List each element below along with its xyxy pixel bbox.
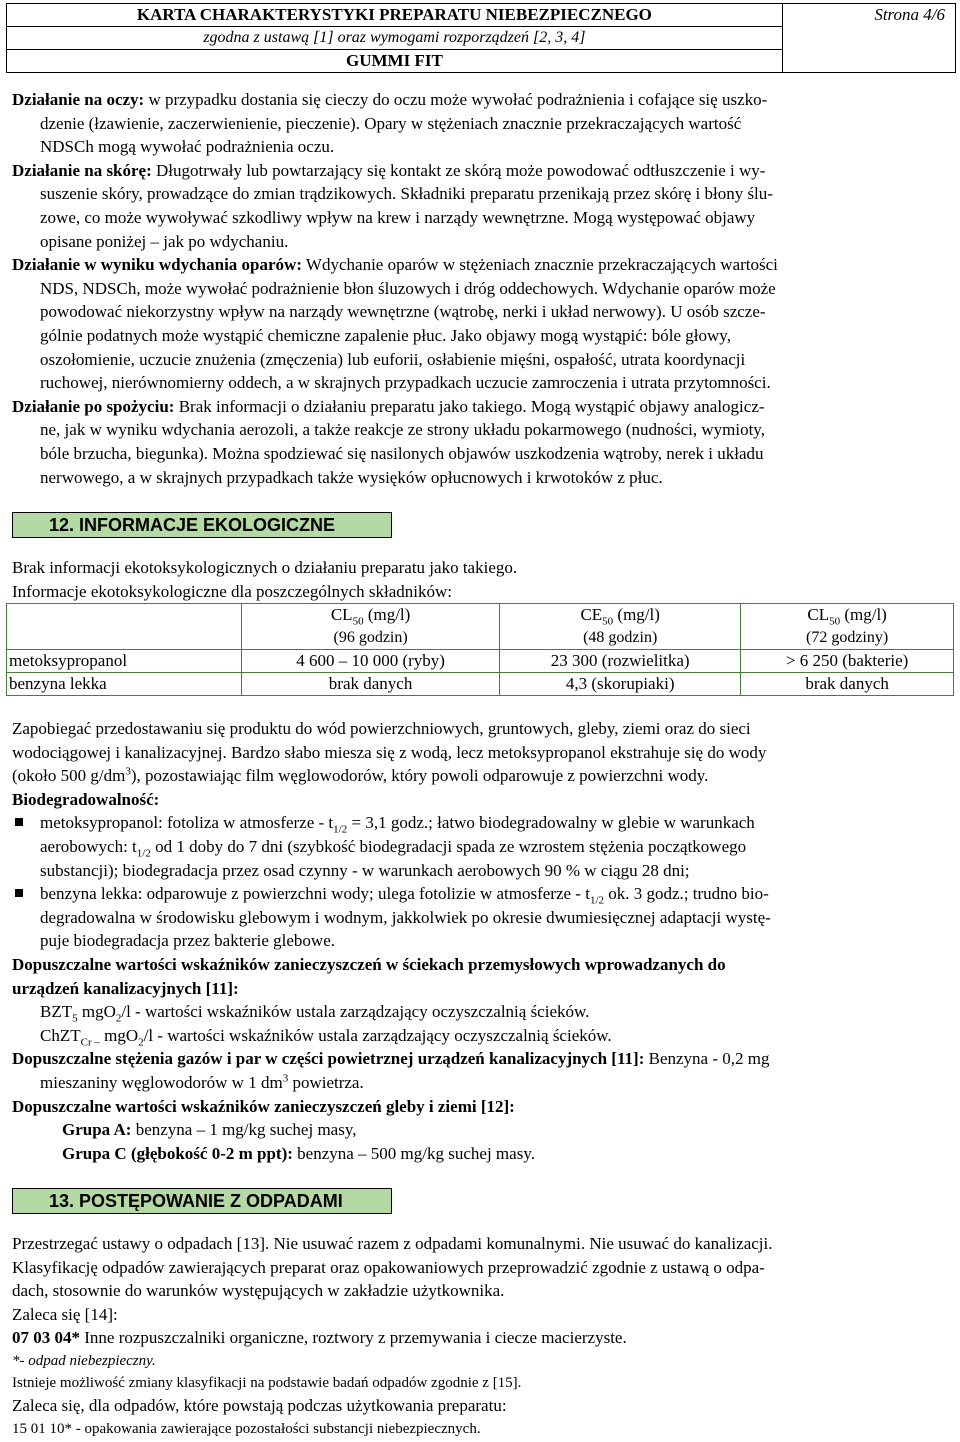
waste-code-line: 07 03 04* Inne rozpuszczalniki organiczne, roztwory z przemywania i ciecze macierzyste. <box>12 1328 627 1348</box>
eco-intro: Brak informacji ekotoksykologicznych o działaniu preparatu jako takiego. Informacje ekotoksykologiczne dla poszczególnych składników: <box>12 558 518 601</box>
bzt-line: $BZT_5$ mgO$_2$/l - wartości wskaźników ustala zarządzający oczyszczalnią ścieków. <box>40 1002 590 1025</box>
ecotox-table <box>6 603 954 696</box>
col-header-1: $CL_{50}$ (mg/l) (96 godzin) <box>242 604 500 650</box>
section-13-heading: 13. POSTĘPOWANIE Z ODPADAMI <box>12 1188 392 1214</box>
table-row: metoksypropanol 4 600 – 10 000 (ryby) 23 300 (rozwielitka) > 6 250 (bakterie) <box>7 650 954 673</box>
chzt-line: ChZT$_{Cr -}$ mgO$_2$/l - wartości wskaźników ustala zarządzający oczyszczalnią ścieków. <box>40 1025 612 1049</box>
eyes-paragraph: Działanie na oczy: w przypadku dostania się cieczy do oczu może wywołać podrażnienia i cofające się uszko- <box>12 90 768 109</box>
soil-heading: Dopuszczalne wartości wskaźników zanieczyszczeń gleby i ziemi [12]: <box>12 1096 515 1116</box>
skin-paragraph: Działanie na skórę: Długotrwały lub powtarzający się kontakt ze skórą może powodować odtłuszczenie i wy- <box>12 160 766 180</box>
product-name: GUMMI FIT <box>7 50 783 73</box>
gas-paragraph: Dopuszczalne stężenia gazów i par w części powietrznej urządzeń kanalizacyjnych [11]: Benzyna - 0,2 mg <box>12 1049 770 1069</box>
list-item: metoksypropanol: fotoliza w atmosferze - $t_{1/2} = 3,1$ godz.; łatwo biodegradowalny w glebie w warunkach aerobowych: $t_{1/2}$ od 1 doby do 7 dni (szybkość biodegradacji spada ze wzrostem stężenia początkowego substancji); biodegradacja przez osad czynny - w warunkach aerobowych 90 % w ciągu 28 dni; <box>12 811 942 882</box>
bullet-square-icon <box>15 889 23 897</box>
table-row: benzyna lekka brak danych 4,3 (skorupiaki) brak danych <box>7 673 954 696</box>
ingestion-paragraph: Działanie po spożyciu: Brak informacji o działaniu preparatu jako takiego. Mogą wystąpić objawy analogicz- <box>12 396 765 416</box>
col-header-3: $CL_{50}$ (mg/l) (72 godziny) <box>741 604 954 650</box>
biodegradability-heading: Biodegradowalność: <box>12 789 160 809</box>
eco-details: Zapobiegać przedostawaniu się produktu do wód powierzchniowych, gruntowych, gleby, ziemi oraz do sieci wodociągowej i kanalizacyjnej. Bardzo słabo miesza się z wodą, lecz metoksypropanol ekstrahuje się do wody (około 500 $g/dm^3$), pozostawiając film węglowodorów, który powoli odparowuje z powierzchni wody. Biodegradowalność: metoksypropanol: fotoliza w atmosferze - $t_{1/2} = 3,1$ godz.; łatwo biodegradowalny w glebie w warunkach aerobowych: $t_{1/2}$ od 1 doby do 7 dni (szybkość biodegradacji spada ze wzrostem stężenia początkowego substancji); biodegradacja przez osad czynny - w warunkach aerobowych 90 % w ciągu 28 dni; benzyna lekka: odparowuje z powierzchni wody; ulega fotolizie w atmosferze - $t_{1/2}$ ok. 3 godz.; trudno bio- degradowalna w środowisku glebowym i wodnym, jakkolwiek po okresie dwumiesięcznej adaptacji wystę- puje biodegradacja przez bakterie glebowe. Dopuszczalne wartości wskaźników zanieczyszczeń w ściekach przemysłowych wprowadzanych do urządzeń kanalizacyjnych [11]: $BZT_5$ mgO$_2$/l - wartości wskaźników ustala zarządzający oczyszczalnią ścieków. ChZT$_{Cr -}$ mgO$_2$/l - wartości wskaźników ustala zarządzający oczyszczalnią ścieków. Dopuszczalne stężenia gazów i par w części powietrznej urządzeń kanalizacyjnych [11]: Benzyna - 0,2 mg mieszaniny węglowodorów w 1 $dm^3$ powietrza. Dopuszczalne wartości wskaźników zanieczyszczeń gleby i ziemi [12]: Grupa A: benzyna – 1 mg/kg suchej masy, Grupa C (głębokość 0-2 m ppt): benzyna – 500 mg/kg suchej masy. <box>12 717 942 1165</box>
page-number: Strona 4/6 <box>782 4 955 73</box>
header-title: KARTA CHARAKTERYSTYKI PREPARATU NIEBEZPIECZNEGO <box>7 4 783 27</box>
sewage-heading: Dopuszczalne wartości wskaźników zanieczyszczeń w ściekach przemysłowych wprowadzanych do <box>12 954 726 974</box>
bullet-square-icon <box>15 818 23 826</box>
document-header <box>6 3 956 73</box>
effects-section: Działanie na oczy: w przypadku dostania się cieczy do oczu może wywołać podrażnienia i cofające się uszko- dzenie (łzawienie, zaczerwienienie, pieczenie). Opary w stężeniach znacznie przekraczających wartość NDSCh mogą wywołać podrażnienia oczu. Działanie na skórę: Długotrwały lub powtarzający się kontakt ze skórą może powodować odtłuszczenie i wy- suszenie skóry, prowadzące do zmian trądzikowych. Składniki preparatu przenikają przez skórę i błony ślu- zowe, co może wywoływać szkodliwy wpływ na krew i narządy wewnętrzne. Mogą występować objawy opisane poniżej – jak po wdychaniu. Działanie w wyniku wdychania oparów: Wdychanie oparów w stężeniach znacznie przekraczających wartości NDS, NDSCh, może wywołać podrażnienie błon śluzowych i dróg oddechowych. Wdychanie oparów może powodować niekorzystny wpływ na narządy wewnętrzne (wątrobę, nerki i układ nerwowy). U osób szcze- gólnie podatnych może wystąpić chemiczne zapalenie płuc. Jako objawy mogą wystąpić: bóle głowy, oszołomienie, uczucie znużenia (zmęczenia) lub euforii, osłabienie mięśni, ospałość, utrata koordynacji ruchowej, nierównomierny oddech, a w skrajnych przypadkach uczucie zamroczenia i utrata przytomności. Działanie po spożyciu: Brak informacji o działaniu preparatu jako takiego. Mogą wystąpić objawy analogicz- ne, jak w wyniku wdychania aerozoli, a także reakcje ze strony układu pokarmowego (nudności, wymioty, bóle brzucha, biegunka). Można spodziewać się nasilonych objawów uszkodzenia wątroby, nerek i układu nerwowego, a w skrajnych przypadkach także wysięków opłucnowych i krwotoków z płuc. <box>12 88 942 489</box>
col-header-2: $CE_{50}$ (mg/l) (48 godzin) <box>500 604 741 650</box>
list-item: benzyna lekka: odparowuje z powierzchni wody; ulega fotolizie w atmosferze - $t_{1/2}$ ok. 3 godz.; trudno bio- degradowalna w środowisku glebowym i wodnym, jakkolwiek po okresie dwumiesięcznej adaptacji wystę- puje biodegradacja przez bakterie glebowe. <box>12 882 942 953</box>
header-subtitle: zgodna z ustawą [1] oraz wymogami rozporządzeń [2, 3, 4] <box>7 27 783 50</box>
section-12-heading: 12. INFORMACJE EKOLOGICZNE <box>12 512 392 538</box>
waste-section: Przestrzegać ustawy o odpadach [13]. Nie usuwać razem z odpadami komunalnymi. Nie usuwać do kanalizacji. Klasyfikację odpadów zawierających preparat oraz opakowaniowych przeprowadzić zgodnie z ustawą o odpa- dach, stosownie do warunków występujących w zakładzie użytkownika. Zaleca się [14]: 07 03 04* Inne rozpuszczalniki organiczne, roztwory z przemywania i ciecze macierzyste. *- odpad niebezpieczny. Istnieje możliwość zmiany klasyfikacji na podstawie badań odpadów zgodnie z [15]. Zaleca się, dla odpadów, które powstają podczas użytkowania preparatu: 15 01 10* - opakowania zawierające pozostałości substancji niebezpiecznych. <box>12 1232 942 1440</box>
inhalation-paragraph: Działanie w wyniku wdychania oparów: Wdychanie oparów w stężeniach znacznie przekraczających wartości <box>12 255 778 275</box>
